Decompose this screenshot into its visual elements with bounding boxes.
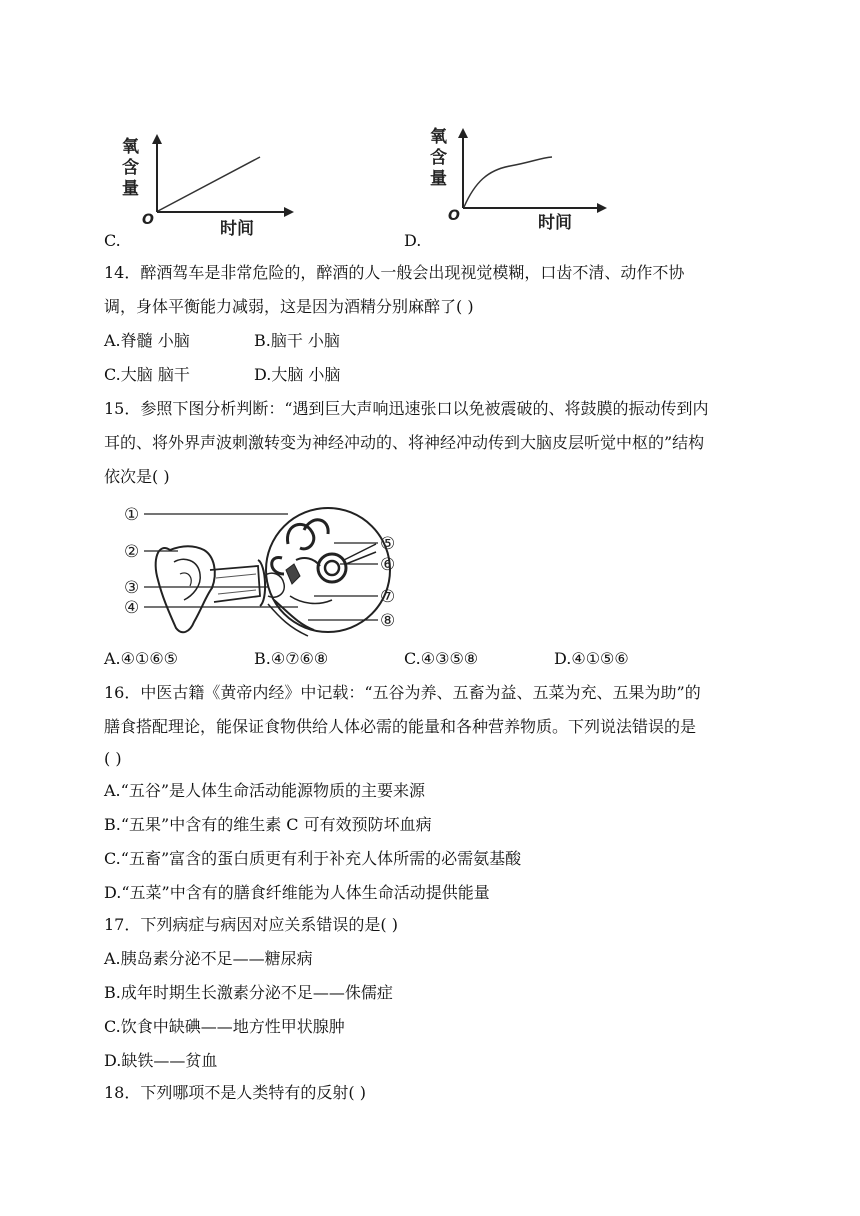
graph-c-ylabel-2: 含 (122, 158, 139, 178)
ear-label-4: ④ (124, 598, 140, 618)
ear-label-5: ⑤ (380, 534, 396, 554)
q16-option-a: A.“五谷”是人体生命活动能源物质的主要来源 (104, 781, 426, 800)
q14-stem-line1: 14．醉酒驾车是非常危险的，醉酒的人一般会出现视觉模糊，口齿不清、动作不协 (104, 263, 685, 282)
graph-d-ylabel-1: 氧 (430, 127, 447, 147)
ear-label-1: ① (124, 505, 140, 525)
q17-option-c: C.饮食中缺碘——地方性甲状腺肿 (104, 1017, 345, 1036)
graph-c-ylabel-1: 氧 (122, 137, 139, 157)
graph-d-option-label: D. (404, 231, 422, 250)
q15-option-a: A.④①⑥⑤ (104, 649, 179, 668)
graph-c-curve (158, 157, 260, 211)
graph-d-ylabel-3: 量 (430, 169, 447, 189)
ear-label-7: ⑦ (380, 587, 396, 607)
q15-option-b: B.④⑦⑥⑧ (254, 649, 329, 668)
q16-stem-line2: 膳食搭配理论，能保证食物供给人体必需的能量和各种营养物质。下列说法错误的是 (104, 717, 697, 736)
q14-stem-line2: 调，身体平衡能力减弱，这是因为酒精分别麻醉了( ) (104, 297, 474, 316)
graph-c-origin: O (142, 212, 154, 228)
q16-option-d: D.“五菜”中含有的膳食纤维能为人体生命活动提供能量 (104, 883, 490, 902)
ear-label-6: ⑥ (380, 555, 396, 575)
q14-option-a: A.脊髓 小脑 (104, 331, 190, 350)
q14-option-d: D.大脑 小脑 (254, 365, 341, 384)
graph-d-origin: O (448, 208, 460, 224)
q16-stem-line3: ( ) (104, 749, 122, 768)
ear-label-3: ③ (124, 578, 140, 598)
graph-d (420, 122, 620, 234)
q14-option-c: C.大脑 脑干 (104, 365, 190, 384)
graph-c-option-label: C. (104, 231, 121, 250)
ear-label-8: ⑧ (380, 611, 396, 631)
q17-option-b: B.成年时期生长激素分泌不足——侏儒症 (104, 983, 393, 1002)
graph-d-curve (464, 157, 552, 207)
q17-option-a: A.胰岛素分泌不足——糖尿病 (104, 949, 313, 968)
ear-diagram (118, 500, 408, 640)
q17-stem: 17．下列病症与病因对应关系错误的是( ) (104, 915, 398, 934)
graph-c (110, 128, 300, 240)
ear-label-2: ② (124, 542, 140, 562)
graph-d-xlabel: 时间 (538, 213, 572, 233)
q15-stem-line3: 依次是( ) (104, 467, 170, 486)
q15-stem-line1: 15．参照下图分析判断：“遇到巨大声响迅速张口以免被震破的、将鼓膜的振动传到内 (104, 399, 709, 418)
graph-c-xlabel: 时间 (220, 219, 254, 239)
q17-option-d: D.缺铁——贫血 (104, 1051, 218, 1070)
q16-option-b: B.“五果”中含有的维生素 C 可有效预防坏血病 (104, 815, 432, 834)
graph-c-ylabel-3: 量 (122, 179, 139, 199)
q15-option-d: D.④①⑤⑥ (554, 649, 629, 668)
q16-option-c: C.“五畜”富含的蛋白质更有利于补充人体所需的必需氨基酸 (104, 849, 522, 868)
q16-stem-line1: 16．中医古籍《黄帝内经》中记载：“五谷为养、五畜为益、五菜为充、五果为助”的 (104, 683, 701, 702)
q15-option-c: C.④③⑤⑧ (404, 649, 479, 668)
q14-option-b: B.脑干 小脑 (254, 331, 340, 350)
graph-d-ylabel-2: 含 (430, 148, 447, 168)
q18-stem: 18．下列哪项不是人类特有的反射( ) (104, 1083, 366, 1102)
q15-stem-line2: 耳的、将外界声波刺激转变为神经冲动的、将神经冲动传到大脑皮层听觉中枢的”结构 (104, 433, 705, 452)
